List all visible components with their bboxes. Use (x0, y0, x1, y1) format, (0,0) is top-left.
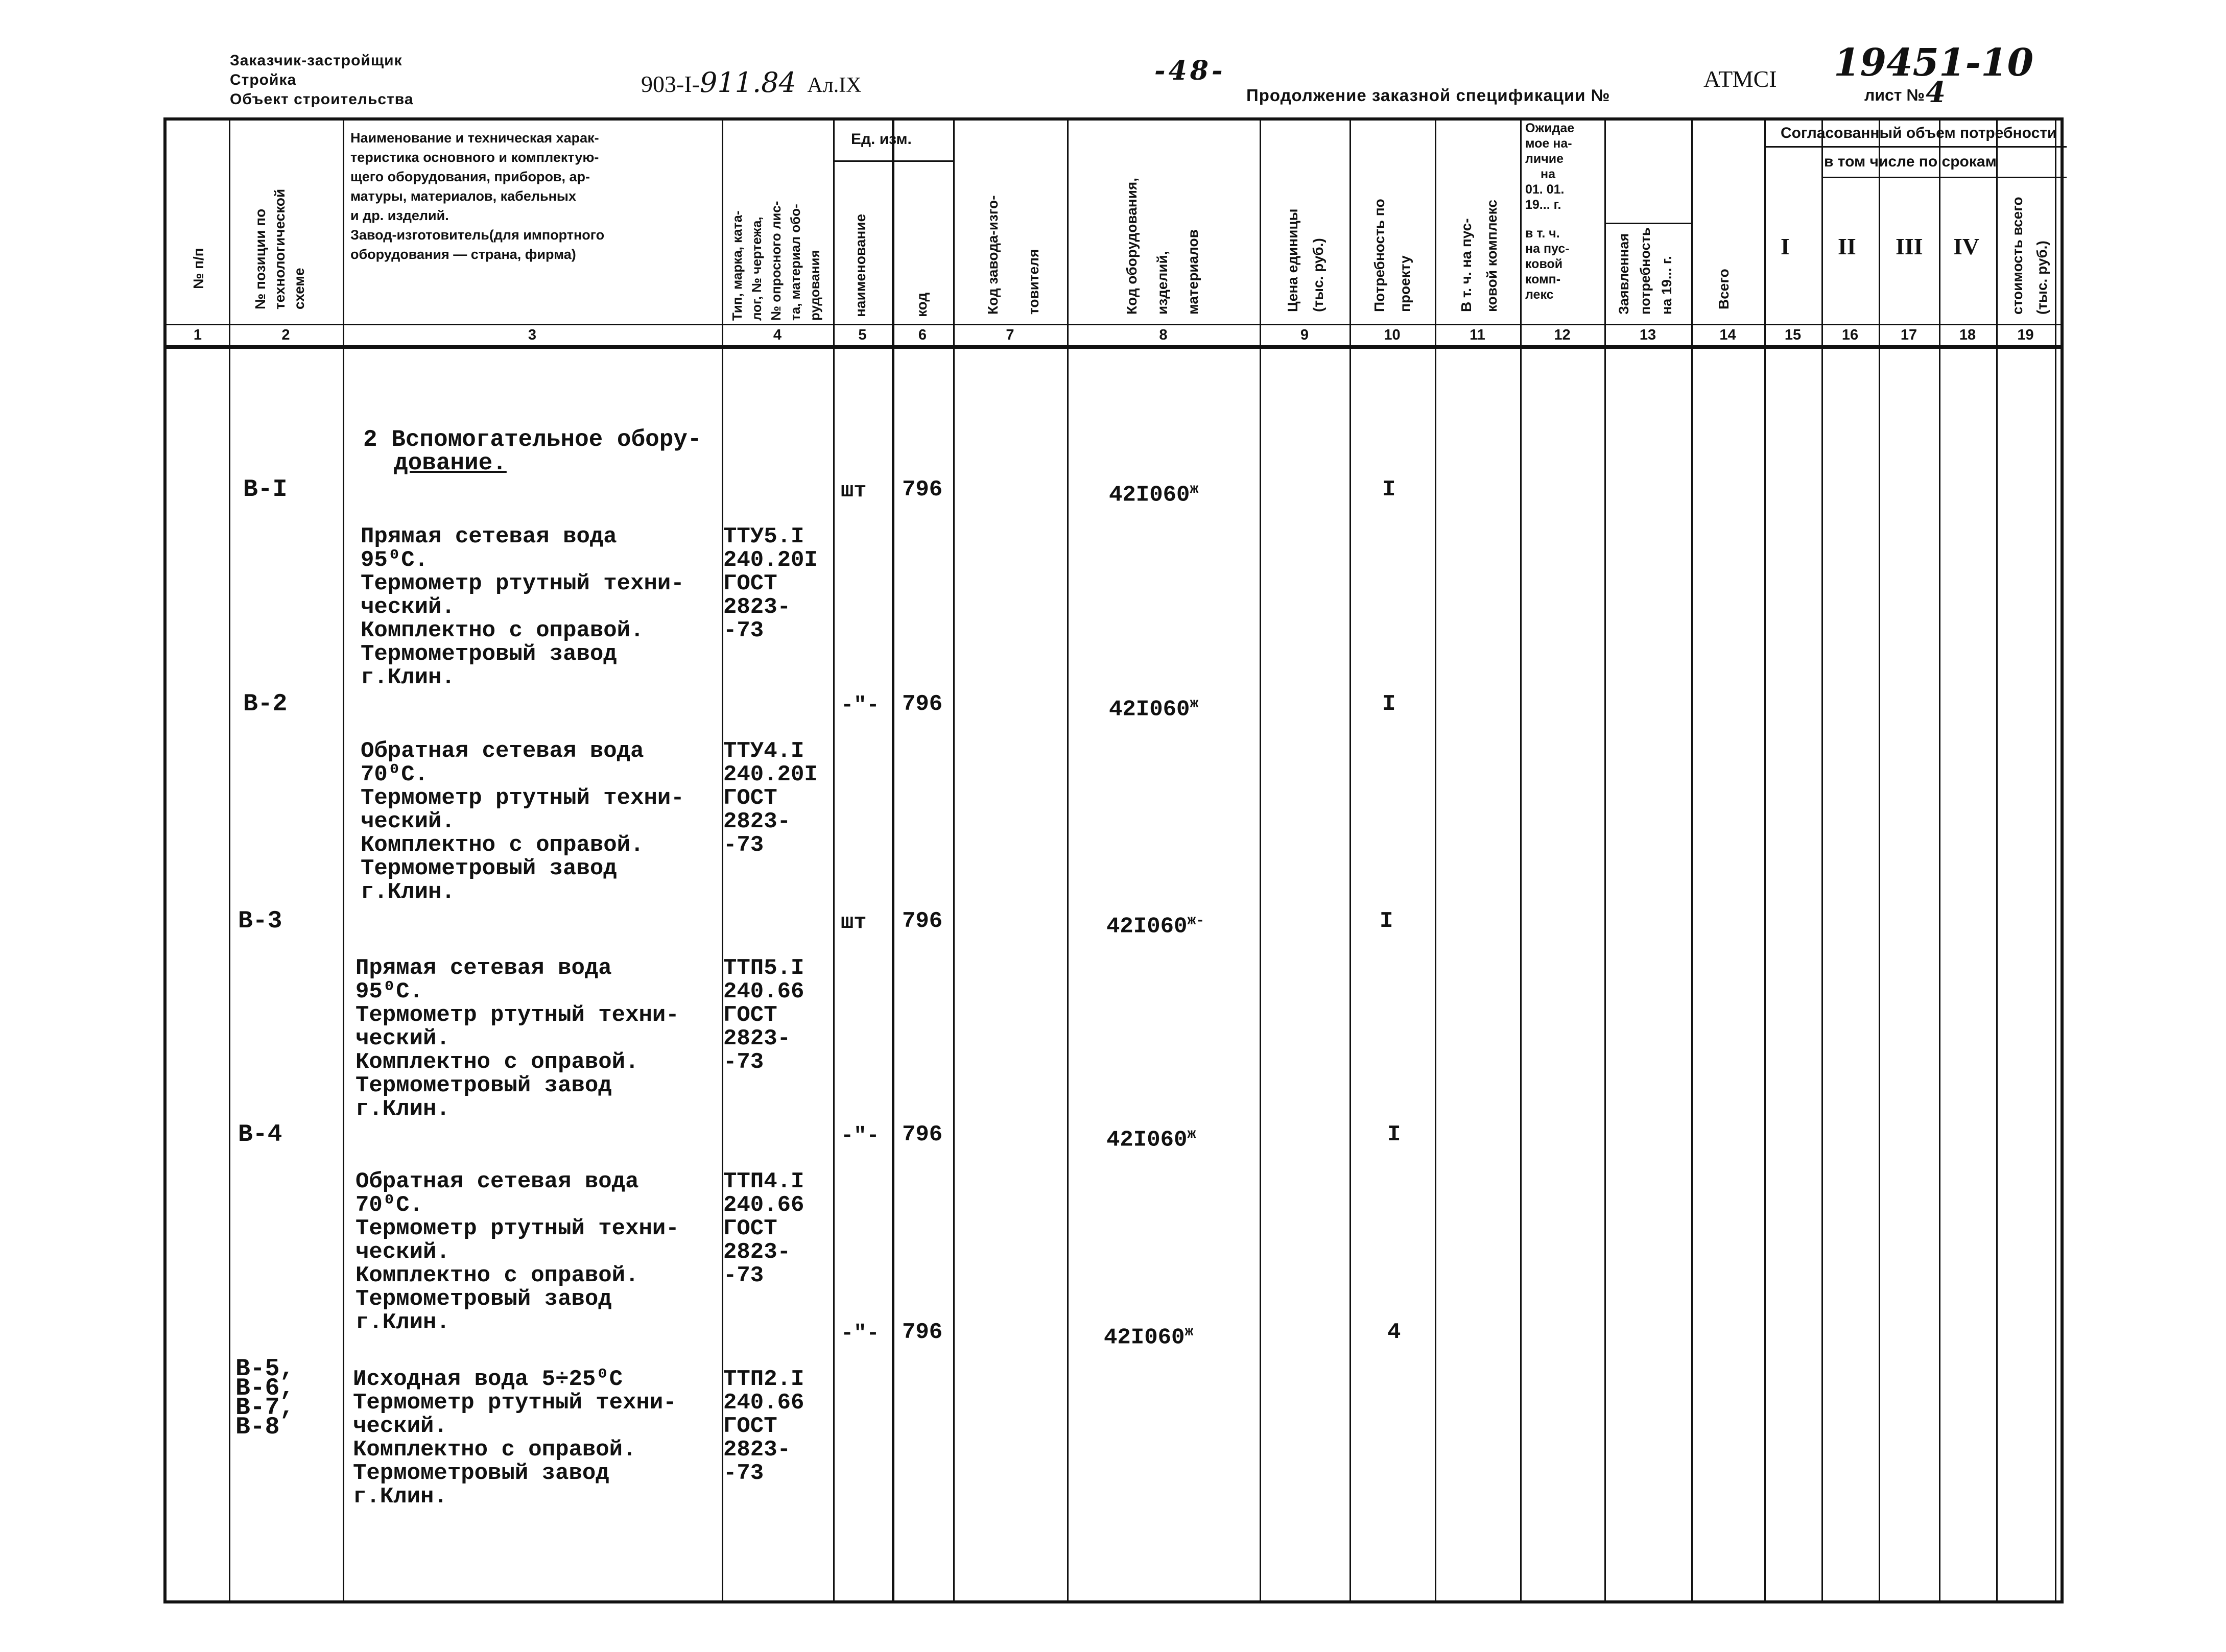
col-number: 12 (1554, 327, 1571, 343)
unit-code: 796 (902, 1320, 943, 1345)
item-description: Обратная сетевая вода 70⁰С. Термометр ртутный техни- ческий. Комплектно с оправой. Термометровый завод г.Клин. (361, 738, 684, 905)
col-12-header-top: Ожидае мое на- личие на 01. 01. 19... г. (1525, 121, 1575, 212)
project-code-typed: 903-I- (641, 71, 700, 97)
units-group-header: Ед. изм. (851, 131, 912, 148)
unit-name: шт (841, 478, 867, 503)
col-number: 9 (1300, 327, 1309, 343)
project-quantity: 4 (1387, 1320, 1401, 1345)
col-6-header: код (914, 292, 930, 317)
unit-code: 796 (902, 691, 943, 717)
unit-name: шт (841, 910, 867, 935)
project-quantity: I (1382, 477, 1396, 502)
project-code (641, 66, 862, 99)
item-type: ТТУ5.I 240.20I ГОСТ 2823- -73 (723, 524, 818, 643)
col-13-header: Заявленная потребность на 19... г. (1616, 227, 1674, 315)
continuation-label: Продолжение заказной спецификации № (1246, 86, 1611, 105)
equipment-code: $42I060^ж$ (1104, 1324, 1194, 1351)
col-number: 3 (528, 327, 537, 343)
equipment-code: $42I060^ж$ (1109, 696, 1199, 723)
project-quantity: I (1380, 908, 1393, 934)
col-1-header: № п/п (191, 248, 206, 289)
col-number: 4 (773, 327, 782, 343)
spec-code: АТМСI (1703, 66, 1777, 92)
item-type: ТТУ4.I 240.20I ГОСТ 2823- -73 (723, 738, 818, 858)
position-code: В-4 (238, 1121, 282, 1148)
position-code: В-2 (243, 690, 288, 718)
terms-group-header: в том числе по срокам (1824, 153, 1997, 170)
position-code: В-I (243, 476, 288, 504)
col-number: 10 (1384, 327, 1401, 343)
handwritten-spec-number: 19451-10 (1834, 41, 2034, 85)
col-5-header: наименование (852, 213, 868, 317)
term-2-header: II (1838, 233, 1856, 259)
section-title: 2 Вспомогательное обору- дование. (363, 426, 702, 476)
col-number: 18 (1959, 327, 1976, 343)
col-11-header: В т. ч. на пус- ковой комплекс (1458, 200, 1500, 312)
col-number: 17 (1900, 327, 1917, 343)
equipment-code: $42I060^{ж-}$ (1106, 913, 1205, 940)
col-number: 15 (1784, 327, 1802, 343)
col-3-header: Наименование и техническая харак- теристика основного и комплектую- щего оборудования, приборов, ар- матуры, материалов, кабельных и др. изделий. Завод-изготовитель(для импортного оборудования — страна, фирма) (350, 130, 605, 262)
term-1-header: I (1781, 233, 1790, 259)
unit-name: -"- (841, 693, 880, 717)
project-code-handwritten: 911.84 (699, 66, 796, 99)
construction-label: Стройка (230, 71, 297, 88)
col-2-header: № позиции по технологической схеме (252, 188, 307, 309)
equipment-code: $42I060^ж$ (1109, 482, 1199, 508)
project-quantity: I (1387, 1122, 1401, 1147)
col-9-header: Цена единицы (тыс. руб.) (1285, 208, 1326, 312)
col-number: 1 (193, 327, 202, 343)
col-12-header-bottom: в т. ч. на пус- ковой комп- лекс (1525, 226, 1570, 302)
unit-name: -"- (841, 1321, 880, 1346)
item-description: Прямая сетевая вода 95⁰С. Термометр ртутный техни- ческий. Комплектно с оправой. Термометровый завод г.Клин. (356, 955, 679, 1122)
col-number: 2 (281, 327, 290, 343)
page-number: -48- (1154, 55, 1226, 86)
unit-name: -"- (841, 1123, 880, 1148)
specification-table (163, 117, 2064, 1603)
unit-code: 796 (902, 477, 943, 502)
col-number: 13 (1639, 327, 1656, 343)
unit-code: 796 (902, 908, 943, 934)
col-number: 7 (1006, 327, 1014, 343)
equipment-code: $42I060^ж$ (1106, 1127, 1196, 1153)
col-4-header: Тип, марка, ката- лог, № чертежа, № опросного лис- та, материал обо- рудования (729, 201, 822, 321)
item-type: ТТП2.I 240.66 ГОСТ 2823- -73 (723, 1367, 804, 1486)
col-10-header: Потребность по проекту (1371, 199, 1413, 312)
sheet-number: 4 (1926, 76, 1946, 109)
col-19-header: стоимость всего (тыс. руб.) (2009, 197, 2050, 315)
col-14-header: Всего (1716, 269, 1732, 309)
col-number: 16 (1841, 327, 1859, 343)
col-number: 8 (1159, 327, 1168, 343)
item-description: Обратная сетевая вода 70⁰С. Термометр ртутный техни- ческий. Комплектно с оправой. Термометровый завод г.Клин. (356, 1169, 679, 1335)
col-number: 11 (1470, 327, 1485, 343)
album-number: Ал.IX (807, 74, 862, 97)
position-code: В-5, В-6, В-7, В-8 (235, 1355, 295, 1441)
item-type: ТТП4.I 240.66 ГОСТ 2823- -73 (723, 1169, 804, 1288)
col-number: 5 (858, 327, 867, 343)
item-description: Прямая сетевая вода 95⁰С. Термометр ртутный техни- ческий. Комплектно с оправой. Термометровый завод г.Клин. (361, 524, 684, 690)
col-7-header: Код завода-изго- товителя (985, 195, 1041, 315)
term-4-header: IV (1953, 233, 1980, 259)
customer-label: Заказчик-застройщик (230, 52, 402, 69)
unit-code: 796 (902, 1122, 943, 1147)
item-description: Исходная вода 5÷25⁰С Термометр ртутный техни- ческий. Комплектно с оправой. Термометровый завод г.Клин. (353, 1367, 677, 1510)
project-quantity: I (1382, 691, 1396, 717)
sheet-label: лист № (1864, 86, 1925, 104)
col-number: 14 (1719, 327, 1736, 343)
position-code: В-3 (238, 907, 282, 935)
col-number: 6 (918, 327, 927, 343)
term-3-header: III (1896, 233, 1923, 259)
object-label: Объект строительства (230, 91, 414, 108)
item-type: ТТП5.I 240.66 ГОСТ 2823- -73 (723, 955, 804, 1075)
agreed-group-header: Согласованный объем потребности (1781, 125, 2057, 141)
col-number: 19 (2017, 327, 2034, 343)
col-8-header: Код оборудования, изделий, материалов (1124, 177, 1201, 315)
